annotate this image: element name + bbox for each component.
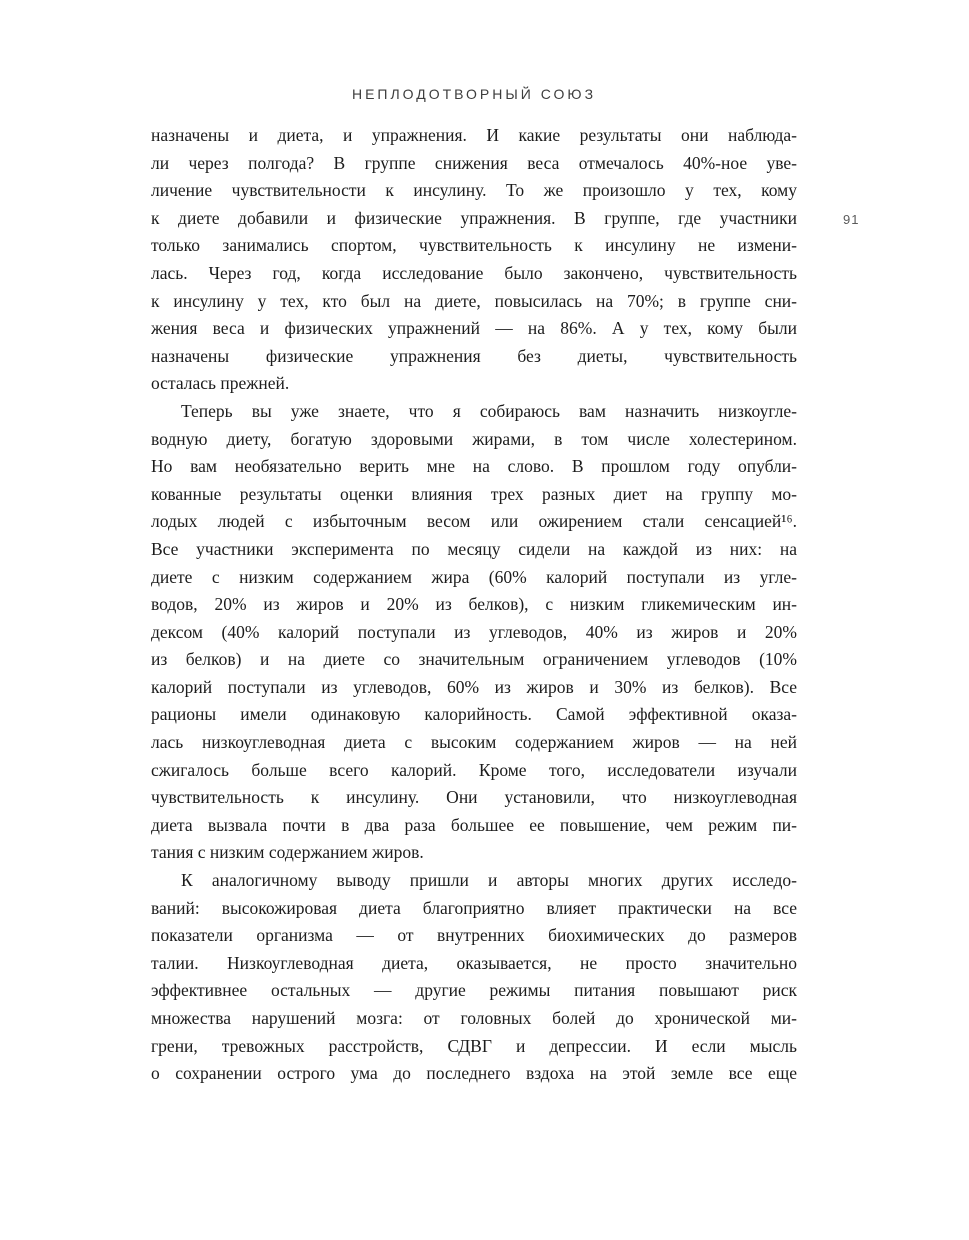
text-line: эффективнее остальных — другие режимы питания повышают риск xyxy=(151,980,797,1001)
text-line: сжигалось больше всего калорий. Кроме того, исследователи изучали xyxy=(151,759,797,780)
text-line: личение чувствительности к инсулину. То же произошло у тех, кому xyxy=(151,180,797,201)
text-line: Теперь вы уже знаете, что я собираюсь вам назначить низкоугле- xyxy=(181,400,797,421)
text-line: о сохранении острого ума до последнего вздоха на этой земле все еще xyxy=(151,1063,797,1084)
text-line: рационы имели одинаковую калорийность. Самой эффективной оказа- xyxy=(151,704,797,725)
text-line: лась. Через год, когда исследование было закончено, чувствительность xyxy=(151,262,797,283)
text-line: к инсулину у тех, кто был на диете, повысилась на 70%; в группе сни- xyxy=(151,290,797,311)
text-line: ваний: высокожировая диета благоприятно влияет практически на все xyxy=(151,897,797,918)
text-line: К аналогичному выводу пришли и авторы многих других исследо- xyxy=(181,870,797,891)
text-line: только занимались спортом, чувствительность к инсулину не измени- xyxy=(151,235,797,256)
text-line: калорий поступали из углеводов, 60% из жиров и 30% из белков). Все xyxy=(151,676,797,697)
running-header: НЕПЛОДОТВОРНЫЙ СОЮЗ xyxy=(351,86,597,102)
text-line: кованные результаты оценки влияния трех разных диет на группу мо- xyxy=(151,483,797,504)
text-line: Но вам необязательно верить мне на слово. В прошлом году опубли- xyxy=(151,456,797,477)
text-line: лась низкоуглеводная диета с высоким содержанием жиров — на ней xyxy=(151,732,797,753)
text-line: водов, 20% из жиров и 20% из белков), с низким гликемическим ин- xyxy=(151,594,797,615)
text-line: тания с низким содержанием жиров. xyxy=(151,842,424,863)
text-line: ли через полгода? В группе снижения веса отмечалось 40%-ное уве- xyxy=(151,152,797,173)
text-line: лодых людей с избыточным весом или ожирением стали сенсацией¹⁶. xyxy=(151,511,797,532)
text-line: талии. Низкоуглеводная диета, оказывается, не просто значительно xyxy=(151,952,797,973)
text-line: к диете добавили и физические упражнения. В группе, где участники xyxy=(151,207,797,228)
body-text xyxy=(151,122,797,1088)
text-line: назначены и диета, и упражнения. И какие результаты они наблюда- xyxy=(151,125,797,145)
text-line: назначены физические упражнения без диеты, чувствительность xyxy=(151,345,797,366)
text-line: чувствительность к инсулину. Они установили, что низкоуглеводная xyxy=(151,787,797,808)
text-line: жения веса и физических упражнений — на 86%. А у тех, кому были xyxy=(151,318,797,339)
text-line: диета вызвала почти в два раза большее ее повышение, чем режим пи- xyxy=(151,814,797,835)
page-number: 91 xyxy=(843,212,860,227)
text-line: показатели организма — от внутренних биохимических до размеров xyxy=(151,925,797,946)
text-line: диете с низким содержанием жира (60% калорий поступали из угле- xyxy=(151,566,797,587)
text-line: осталась прежней. xyxy=(151,373,290,394)
text-line: водную диету, богатую здоровыми жирами, в том числе холестерином. xyxy=(151,428,797,449)
text-line: из белков) и на диете со значительным ограничением углеводов (10% xyxy=(151,649,797,670)
text-line: грени, тревожных расстройств, СДВГ и депрессии. И если мысль xyxy=(151,1035,797,1056)
text-line: Все участники эксперимента по месяцу сидели на каждой из них: на xyxy=(151,538,797,559)
text-line: дексом (40% калорий поступали из углеводов, 40% из жиров и 20% xyxy=(151,621,797,642)
text-line: множества нарушений мозга: от головных болей до хронической ми- xyxy=(151,1008,797,1028)
